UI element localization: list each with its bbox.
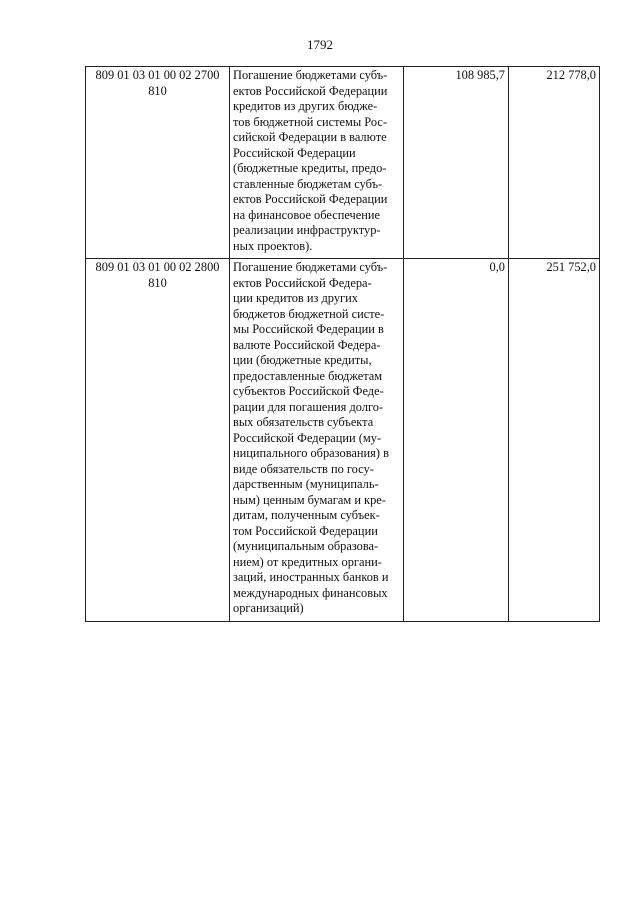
amount-cell-1: 108 985,7 [404, 67, 509, 259]
budget-table [85, 66, 600, 622]
budget-code-cell: 809 01 03 01 00 02 2700 810 [86, 67, 230, 259]
budget-code-cell: 809 01 03 01 00 02 2800 810 [86, 259, 230, 622]
amount-cell-1: 0,0 [404, 259, 509, 622]
amount-cell-2: 251 752,0 [509, 259, 600, 622]
description-cell: Погашение бюджетами субъ- ектов Российской Федера- ции кредитов из других бюджетов бюджетной систе- мы Российской Федерации в валюте Российской Федера- ции (бюджетные кредиты, предоставленные бюджетам субъектов Российской Феде- рации для погашения долго- вых обязательств субъекта Российской Федерации (му- ниципального образования) в виде обязательств по госу- дарственным (муниципаль- ным) ценным бумагам и кре- дитам, полученным субъек- том Российской Федерации (муниципальным образова- нием) от кредитных органи- заций, иностранных банков и международных финансовых организаций) [230, 259, 404, 622]
table-row [86, 259, 600, 622]
table-row [86, 67, 600, 259]
amount-cell-2: 212 778,0 [509, 67, 600, 259]
page-number: 1792 [307, 37, 333, 52]
description-cell: Погашение бюджетами субъ- ектов Российской Федерации кредитов из других бюдже- тов бюджетной системы Рос- сийской Федерации в валюте Российской Федерации (бюджетные кредиты, предо- ставленные бюджетам субъ- ектов Российской Федерации на финансовое обеспечение реализации инфраструктур- ных проектов). [230, 67, 404, 259]
